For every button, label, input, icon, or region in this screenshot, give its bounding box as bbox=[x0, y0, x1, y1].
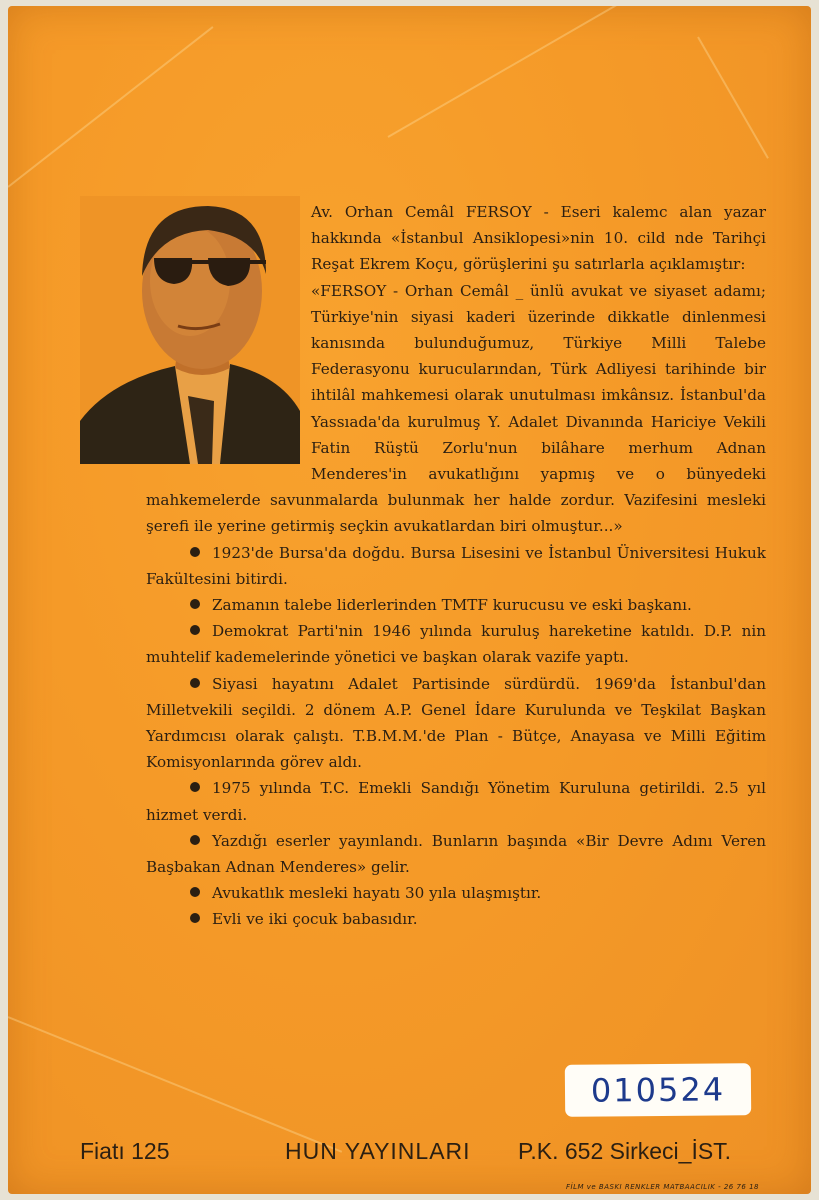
bio-item: Evli ve iki çocuk babasıdır. bbox=[146, 906, 766, 932]
publisher-name: HUN YAYINLARI bbox=[285, 1138, 471, 1164]
crease-mark bbox=[8, 26, 213, 188]
photo-text-wrap-spacer bbox=[146, 199, 311, 467]
bullet-icon bbox=[190, 678, 200, 688]
bio-item: Demokrat Parti'nin 1946 yılında kuruluş hareketine katıldı. D.P. nin muhtelif kademelerinde yönetici ve başkan olarak vazife yaptı. bbox=[146, 622, 766, 667]
crease-mark bbox=[697, 37, 769, 159]
bio-intro: Av. Orhan Cemâl FERSOY - Eseri kalemc alan yazar hakkında «İstanbul Ansiklopesi»nin 10. cild nde Tarihçi Reşat Ekrem Koçu, görüşlerini şu satırlarla açıklamıştır: bbox=[311, 203, 766, 274]
bullet-icon bbox=[190, 835, 200, 845]
price-label: Fiatı 125 bbox=[80, 1138, 170, 1164]
book-back-cover bbox=[8, 6, 811, 1194]
bio-item: 1923'de Bursa'da doğdu. Bursa Lisesini ve İstanbul Üniversitesi Hukuk Fakültesini bitirdi. bbox=[146, 543, 766, 588]
bio-quote: «FERSOY - Orhan Cemâl _ ünlü avukat ve siyaset adamı; Türkiye'nin siyasi kaderi üzerinde dikkatle dinlenmesi kanısında bulunduğumuz, Türkiye Milli Talebe Federasyonu kurucularından, Türk Adliyesi tarihinde bir ihtilâl mahkemesi olarak unutulması imkânsız. İstanbul'da Yassıada'da kurulmuş Y. Adalet Divanında Hariciye Vekili Fatin Rüştü Zorlu'nun bilâhare merhum Adnan Menderes'in avukatlığını yapmış ve o bünyedeki mahkemelerde savunmalarda bulunmak her halde zordur. Vazifesini mesleki şerefi ile yerine getirmiş seçkin avukatlardan biri olmuştur...» bbox=[146, 281, 766, 536]
bio-item: Siyasi hayatını Adalet Partisinde sürdürdü. 1969'da İstanbul'dan Milletvekili seçildi. 2 dönem A.P. Genel İdare Kurulunda ve Teşkilat Başkan Yardımcısı olarak çalıştı. T.B.M.M.'de Plan - Bütçe, Anayasa ve Milli Eğitim Komisyonlarında görev aldı. bbox=[146, 674, 766, 772]
bio-item: Yazdığı eserler yayınlandı. Bunların başında «Bir Devre Adını Veren Başbakan Adnan Menderes» gelir. bbox=[146, 831, 766, 877]
author-biography bbox=[146, 199, 766, 933]
bullet-icon bbox=[190, 887, 200, 897]
bullet-icon bbox=[190, 625, 200, 635]
bio-item: 1975 yılında T.C. Emekli Sandığı Yönetim Kuruluna getirildi. 2.5 yıl hizmet verdi. bbox=[146, 779, 766, 824]
crease-mark bbox=[8, 1016, 342, 1153]
bio-item: Zamanın talebe liderlerinden TMTF kurucusu ve eski başkanı. bbox=[146, 592, 766, 618]
bullet-icon bbox=[190, 913, 200, 923]
bullet-icon bbox=[190, 547, 200, 557]
printer-credit: FİLM ve BASKI RENKLER MATBAACILIK - 26 76 18 bbox=[566, 1183, 759, 1191]
crease-mark bbox=[388, 6, 649, 138]
bullet-icon bbox=[190, 782, 200, 792]
inventory-stamp: 010524 bbox=[565, 1063, 751, 1117]
publisher-address: P.K. 652 Sirkeci_İST. bbox=[518, 1138, 732, 1164]
bio-item: Avukatlık mesleki hayatı 30 yıla ulaşmıştır. bbox=[146, 880, 766, 906]
bullet-icon bbox=[190, 599, 200, 609]
